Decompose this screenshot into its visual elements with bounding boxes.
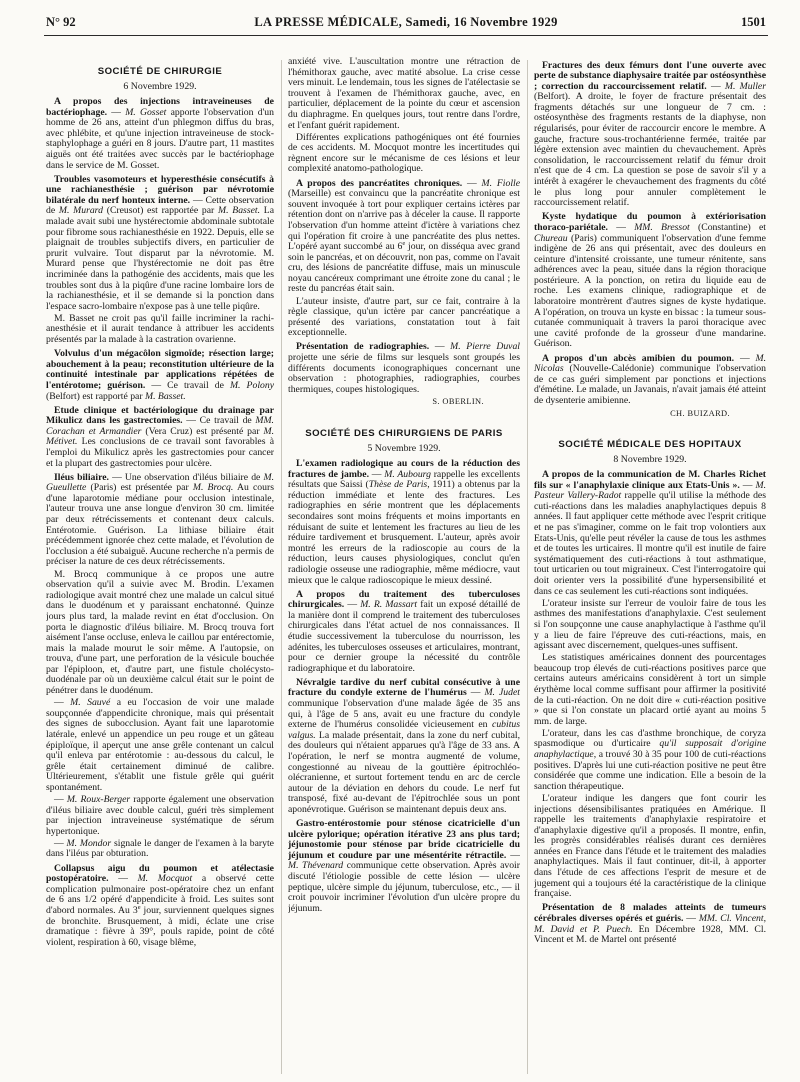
text-run: — Cette observation de [46,194,274,217]
italic-text: MM. Bressot [634,221,690,233]
header-rule [44,35,768,36]
issue-number: N° 92 [46,15,76,29]
article-paragraph [534,794,766,900]
text-run: fait un exposé détaillé de la manière dont il comprend le traitement des tuberculoses chirurgicales dans l'état actuel de nos connaissances. Il étudie successivement la tuberculose du nourrisson, les adénites, les tuberculoses osseuses et articulaires, montrant, pour ce dernier groupe la nécessité du contrôle radiographique et du laboratoire. [288,599,520,674]
superscript: e [402,239,406,247]
entry-title: Volvulus d'un mégacôlon sigmoïde; résection large; abouchement à la peau; reconstitution ultérieure de la continuité intestinale par applications répétées de l'entérotome; guérison. [46,348,274,391]
text-run: — [734,352,756,364]
text-run: , a trouvé 30 à 35 pour 100 de cuti-réactions positives. D'après lui une cuti-réaction positive ne peut être considérée que comme une indication. Elle a besoin de la sanction thérapeutique. [534,749,766,792]
italic-text: M. Basset. [218,205,261,217]
text-run: apporte l'observation d'un homme de 26 ans, atteint d'un phlegmon diffus du bras, avec phlébite, et qu'une injection intraveineuse de stock-staphylophage a guéri en 8 jours. D'autre part, 11 mastites aiguës ont été traitées avec succès par le bactériophage dans le service de M. Gosset. [46,106,274,171]
article-paragraph [534,354,766,407]
text-run: — [506,849,520,861]
article-paragraph [534,729,766,793]
text-run: anxiété vive. L'auscultation montre une rétraction de l'hémithorax gauche, avec matité absolue. La crise cesse vers minuit. Le lendemain, tous les signes de l'atélectasie se trouvent à l'examen de l'hémithorax gauche, avec, en particulier, déplacement de la pointe du cœur et ascension du diaphragme. En quelques jours, tout rentre dans l'ordre, et l'enfant guérit rapidement. [288,57,520,131]
text-run: — Ce travail de [145,379,230,391]
text-run: — [54,697,71,709]
entry-title: Présentation de 8 malades atteints de tumeurs cérébrales diverses opérés et guéris. [534,902,766,924]
text-run: — [107,106,126,118]
italic-text: M. Aubourg [384,468,431,480]
entry-title: Névralgie tardive du nerf cubital consécutive à une fracture du condyle externe de l'humérus [288,676,520,699]
article-paragraph [534,212,766,350]
author-signature: CH. BUIZARD. [670,408,730,418]
column-middle [288,57,520,1079]
text-run: Au cours d'une laparotomie médiane pour occlusion intestinale, l'auteur trouva une anse longue d'environ 30 cm. limitée par deux rétrécissements et contenant deux calculs. Entérotomie. Guérison. La lithiase biliaire était précédemment ignorée chez cette malade, et l'évolution de l'occlusion a été subaiguë. Aucune recherche n'a permis de préciser la nature de ces deux rétrécissements. [46,482,274,568]
italic-text: MM. Corachan et Armandier [46,415,274,437]
article-paragraph [288,590,520,675]
text-run: (Paris) est présentée par [86,482,193,494]
text-run: — [706,80,725,92]
italic-text: qu'il supposait d'origine anaphylactique [534,738,766,761]
entry-title: A propos d'un abcès amibien du poumon. [542,352,735,364]
article-paragraph [288,342,520,395]
entry-title: Kyste hydatique du poumon à extériorisation thoraco-pariétale. [534,211,766,233]
italic-text: M. Mondor [66,837,112,849]
article-paragraph [46,795,274,837]
italic-text: M. Fiolle [481,177,520,189]
entry-title: Gastro-entérostomie pour sténose cicatricielle d'un ulcère pylorique; opération itérative 23 ans plus tard; jéjunostomie pour sténose par bride cicatricielle du jéjunum et coudure par une mésentérite rétractile. [288,818,520,861]
text-run: (Vera Cruz) est présenté par [141,425,264,437]
text-run: L'auteur insiste, d'autre part, sur ce fait, contraire à la règle classique, qu'un ictère par cancer pancréatique a présenté des variations, constatation tout à fait exceptionnelle. [288,295,520,339]
section-date: 8 Novembre 1929. [613,454,687,466]
italic-text: Chureau [534,232,568,244]
article-paragraph [46,406,274,470]
column-divider [281,60,282,1074]
italic-text: M. Mocquot [137,873,193,885]
italic-text: M. Murard [58,205,103,217]
entry-title: Etude clinique et bactériologique du drainage par Mikulicz dans les gastrectomies. [46,404,274,427]
italic-text: M. Judet [484,687,520,699]
italic-text: M. Gosset [125,106,167,118]
italic-text: M. R. Massart [360,599,418,611]
italic-text: M. Polony [229,379,274,391]
article-paragraph [46,570,274,697]
text-run: rappelle les excellents résultats que Saissi ( [288,468,520,491]
text-run: — [54,837,67,849]
article-paragraph [46,314,274,346]
text-run: (Creusot) est rapportée par [102,205,219,217]
article-paragraph [534,470,766,597]
article-paragraph [46,175,274,313]
article-paragraph [46,698,274,793]
text-run: Les conclusions de ce travail sont favorables à l'emploi du Mikulicz après les gastrectomies pour cancer et la plupart des gastrectomies pour ulcère. [46,436,274,469]
article-paragraph [288,57,520,131]
text-run: — [429,341,451,353]
text-run: rappelle qu'il utilise la méthode des cuti-réactions dans les maladies anaphylactiques depuis 8 années. Il faut appliquer cette méthode avec l'esprit critique et ne pas s'imaginer, comme on le fait trop volontiers aux Etats-Unis, qu'elle peut révéler la cause de tous les asthmes et de toutes les urticaires. Il montre qu'il est inutile de faire systématiquement des cuti-réactions à tout asthmatique, tout urticarien ou tout migraineux. C'est l'interrogatoire qui doit orienter vers la possibilité d'une hypersensibilité et dans ce cas seulement les cuti-réactions sont indiquées. [534,490,766,597]
article-paragraph [534,903,766,945]
text-run: (Belfort) est rapporté par [46,390,145,402]
text-run: — [462,177,482,189]
article-paragraph [46,839,274,860]
text-run: a eu l'occasion de voir une malade soupçonnée d'appendicite chronique, mais qui présentait des signes de subocclusion. Ayant fait une laparotomie latérale, enlevé un appendice un peu rouge et un gâteau épiploïque, il aperçut une anse grêle contenant un calcul qu'il enleva par entérotomie : au-dessous du calcul, le grêle était certainement diminué de calibre. Ultérieurement, s'établit une fistule grêle qui guérit spontanément. [46,697,274,793]
text-run: — Une observation d'iléus biliaire de [108,471,264,483]
article-paragraph [534,599,766,652]
text-run: — Ce travail de [182,415,256,427]
italic-text: cubitus valgus. [288,719,520,741]
page-number: 1501 [741,15,766,29]
article-paragraph [288,678,520,816]
text-run: L'orateur insiste sur l'erreur de vouloir faire de tous les asthmes des manifestations d'anaphylaxie. C'est seulement si l'on soupçonne une cause anaphylactique à l'asthme qu'il y a lieu de faire l'épreuve des cuti-réactions, mais, en agissant avec discernement, quelques-unes suffisent. [534,597,766,652]
italic-text: M. Pasteur Vallery-Radot [534,479,766,502]
article-paragraph [46,349,274,402]
article-paragraph [288,459,520,586]
entry-title: A propos des pancréatites chroniques. [296,177,463,189]
italic-text: M. Nicolas [534,352,766,375]
text-run: La malade présentait, dans la zone du nerf cubital, des douleurs qui n'étaient apparues qu'à l'âge de 33 ans. A l'opération, le nerf se montra augmenté de volume, congestionné au niveau de la gouttière épitrochléo-olécranienne, et surtout fortement tendu en arc de cercle autour de la déviation en dehors du coude. Le nerf fut transposé, fixé au-devant de l'épitrochlée sous un pont aponévrotique. Guérison se maintenant depuis deux ans. [288,729,520,815]
section-date: 6 Novembre 1929. [123,81,197,92]
italic-text: M. Sauvé [70,697,111,709]
italic-text: M. Brocq. [192,482,234,494]
article-paragraph [288,297,520,339]
section-heading: SOCIÉTÉ DE CHIRURGIE [97,66,223,77]
italic-text: M. Métivet. [46,425,274,448]
entry-title: A propos du traitement des tuberculoses chirurgicales. [288,588,520,611]
article-paragraph [288,179,520,296]
text-run: L'orateur, dans les cas d'asthme bronchique, de coryza spasmodique ou d'urticaire [534,727,766,750]
author-signature: S. OBERLIN. [432,397,484,407]
text-run: La malade avait subi une hystérectomie abdominale subtotale pour fibrome sous rachianesthésie en 1922. Depuis, elle se plaignait de troubles subjectifs divers, en particulier de prurit vulvaire. Tout disparut par la névrotomie. M. Murard pense que l'hystérectomie ne doit pas être incriminée dans la pathogénie des accidents, mais que les troubles sont dus à la piqûre d'une racine lombaire lors de la rachianesthésie, et il se demande si la ponction dans l'espace sacro-lombaire n'expose pas à une telle piqûre. [46,205,274,312]
entry-title: A propos des injections intraveineuses de bactériophage. [46,96,274,118]
text-run: communique l'observation d'une malade âgée de 35 ans qui, à l'âge de 5 ans, avait eu une fracture du condyle externe de l'humérus consolidée vicieusement en [288,698,520,731]
article-paragraph [288,819,520,914]
text-run: (Paris) communiquent l'observation d'une femme indigène de 26 ans qui présentait, avec des douleurs en ceinture d'intensité croissante, une tumeur rénitente, sans adhérences avec la peau, située dans la région thoracique postérieure. A la ponction, on retira du liquide eau de roche. Les examens clinique, radiographique et de laboratoire montrèrent d'autres signes de kyste hydatique. A l'opération, on trouva un kyste en bissac : la tumeur sous-cutanée communiquait à travers la paroi thoracique avec une cavité profonde de la grosseur d'une mandarine. Guérison. [534,232,766,350]
italic-text: M. Roux-Berger [66,794,131,805]
article-paragraph [288,133,520,175]
text-run: — [607,221,635,233]
text-run: — [739,479,756,491]
text-run: (Belfort). A droite, le foyer de fracture présentait des fragments détachés sur une longueur de 7 cm. : ostéosynthèse des fragments restants de la diaphyse, non régularisés, pour éviter de raccourcir encore le membre. A gauche, fracture sous-trochantérienne fermée, traitée par légère extension avec maintien du chevauchement. Après consolidation, le raccourcissement relatif du fémur droit n'est que de 4 cm. La question se pose de savoir s'il y a intérêt à exagérer le chevauchement des fragments du côté le plus long pour annuler complètement le raccourcissement relatif. [534,91,766,209]
text-run: — [369,468,385,480]
journal-title: LA PRESSE MÉDICALE, Samedi, 16 Novembre 1929 [254,15,558,29]
section-heading: SOCIÉTÉ MÉDICALE DES HOPITAUX [558,439,742,451]
entry-title: Iléus biliaire. [54,471,109,483]
text-run: (Nouvelle-Calédonie) communique l'observation de ce cas guéri simplement par ponctions et injections d'émétine. Le malade, un Javanais, n'avait jamais été atteint de dysenterie amibienne. [534,363,766,406]
text-run: (Marseille) est convaincu que la pancréatite chronique est souvent invoquée à tort pour expliquer certains ictères par rétention dont on n'arrive pas à déceler la cause. Il rapporte l'observation d'un homme atteint d'ictère à variations chez qui l'opération fit croire à une pancréatite des plus nettes. L'opéré ayant succombé au 6 [288,188,520,253]
article-paragraph [46,97,274,171]
text-run: rapporte également une observation d'iléus biliaire avec double calcul, guéri très simplement par injection intraveineuse systématique de sérum hypertonique. [46,794,274,837]
entry-title: Collapsus aigu du poumon et atélectasie postopératoire. [46,862,274,885]
section-date: 5 Novembre 1929. [367,443,441,454]
entry-title: Troubles vasomoteurs et hyperesthésie consécutifs à une rachianesthésie ; guérison par névrotomie bilatérale du nerf honteux interne. [46,173,274,206]
text-run: — [108,873,138,885]
text-run: projette une série de films sur lesquels sont groupés les différents documents iconographiques concernant une observation : photographies, radiographies, courbes thermiques, coupes histologiques. [288,352,520,395]
column-right [534,57,766,1079]
entry-title: Présentation de radiographies. [296,341,430,353]
text-run: L'orateur indique les dangers que font courir les injections désensibilisantes pratiquées en Amérique. Il rappelle les traitements d'anaphylaxie respiratoire et d'anaphylaxie digestive qu'il a proposés. Il montre, enfin, les progrès considérables réalisés durant ces dernières années en France dans l'étude et le traitement des maladies anaphylactiques. Mais il faut continuer, dit-il, à apporter dans l'étude de ces affections l'esprit de mesure et de jugement qui a toujours été la caractéristique de la clinique française. [534,792,766,900]
page-header [46,13,766,31]
italic-text: Thèse de Paris [368,479,428,491]
text-run: a observé cette complication pulmonaire post-opératoire chez un enfant de 6 ans 1/2 opéré d'appendicite à froid. Les suites sont d'abord normales. Au 3 [46,873,274,916]
text-run: — [683,912,699,924]
text-run: jour, surviennent quelques signes de bronchite. Brusquement, à midi, éclate une crise dramatique : fièvre à 39°, pouls rapide, point de côté violent, respiration à 60, visage blême, [46,904,274,948]
text-run: Les statistiques américaines donnent des pourcentages beaucoup trop élevés de cuti-réactions positives parce que certains auteurs américains considèrent à tort un simple érythème local comme suffisant pour affirmer la positivité de la cuti-réaction. On ne doit dire « cuti-réaction positive » que si l'on constate un placard ortié ayant au moins 5 mm. de large. [534,652,766,727]
text-run: — [466,687,485,699]
text-run: jour, on disséqua avec grand soin le pancréas, et on découvrit, non pas, comme on l'avait cru, des lésions de pancréatite diffuse, mais un minuscule noyau cancéreux comprimant une étroite zone du canal ; le reste du pancréas était sain. [288,241,520,295]
text-run: En Décembre 1928, MM. Cl. Vincent et M. de Martel ont présenté [534,923,766,946]
italic-text: M. Muller [724,80,766,92]
article-paragraph [46,864,274,949]
entry-title: Fractures des deux fémurs dont l'une ouverte avec perte de substance diaphysaire traitée par ostéosynthèse ; correction du raccourcissement relatif. [534,59,766,92]
text-run: (Constantine) et [689,221,766,233]
text-run: — [54,794,67,805]
article-paragraph [534,653,766,727]
superscript: e [137,903,141,911]
text-run: M. Basset ne croit pas qu'il faille incriminer la rachi-anesthésie et il aurait tendance à attribuer les accidents présentés par la malade à la castration ovarienne. [46,312,274,346]
text-run: communique cette observation. Après avoir discuté l'étiologie possible de cette lésion — ulcère peptique, ulcère simple du jéjunum, tuberculose, etc., — il croit pouvoir incriminer l'évolution d'un ulcère propre du jéjunum. [288,860,520,914]
article-paragraph [46,473,274,568]
entry-title: A propos de la communication de M. Charles Richet fils sur « l'anaphylaxie clinique aux Etats-Unis ». [534,469,766,491]
text-run: — [344,599,361,611]
text-run: M. Brocq communique à ce propos une autre observation qu'il a suivie avec M. Brodin. L'examen radiologique avait montré chez une malade un calcul situé dans le duodénum et y paraissant enchatonné. Quinze jours plus tard, la malade revint en état d'occlusion. On porta le diagnostic d'iléus biliaire. M. Brocq trouva fort aisément l'anse occluse, enleva le caillou par entérectomie, mais la malade mourut le soir même. A l'autopsie, on trouva, d'une part, une perforation de la vésicule bouchée par l'épiploon, et, d'autre part, une fistule cholécysto-duodénale par où un deuxième calcul était sur le point de pénétrer dans le duodénum. [46,568,274,697]
section-heading: SOCIÉTÉ DES CHIRURGIENS DE PARIS [305,428,503,439]
italic-text: M. Pierre Duval [450,341,520,353]
italic-text: M. Gueullette [46,471,274,494]
italic-text: M. Thévenard [288,860,344,872]
italic-text: MM. Cl. Vincent, M. David et P. Puech. [534,912,766,935]
text-run: Différentes explications pathogéniques ont été fournies de ces accidents. M. Mocquot montre les incertitudes qui règnent encore sur le mécanisme de ces lésions et leur complexité anatomo-pathologique. [288,131,520,175]
text-run: , 1911) a obtenus par la réduction immédiate et lente des fractures. Les radiographies en série montrent que les déplacements secondaires sont moins fréquents et moins importants en réduisant de suite et lentement les fractures au lieu de les réduire tardivement et brusquement. L'auteur, après avoir montré les erreurs de la radioscopie au cours de la réduction, leurs causes physiologiques, conclut qu'en radiologie osseuse une radiographie, même médiocre, vaut mieux que le calque radioscopique le mieux dessiné. [288,479,520,586]
entry-title: L'examen radiologique au cours de la réduction des fractures de jambe. [288,458,520,480]
italic-text: M. Basset. [145,390,186,402]
column-divider [527,60,528,1074]
article-paragraph [534,61,766,209]
text-run: signale le danger de l'examen à la baryte dans l'iléus par obturation. [46,837,274,860]
column-left [46,57,274,1079]
